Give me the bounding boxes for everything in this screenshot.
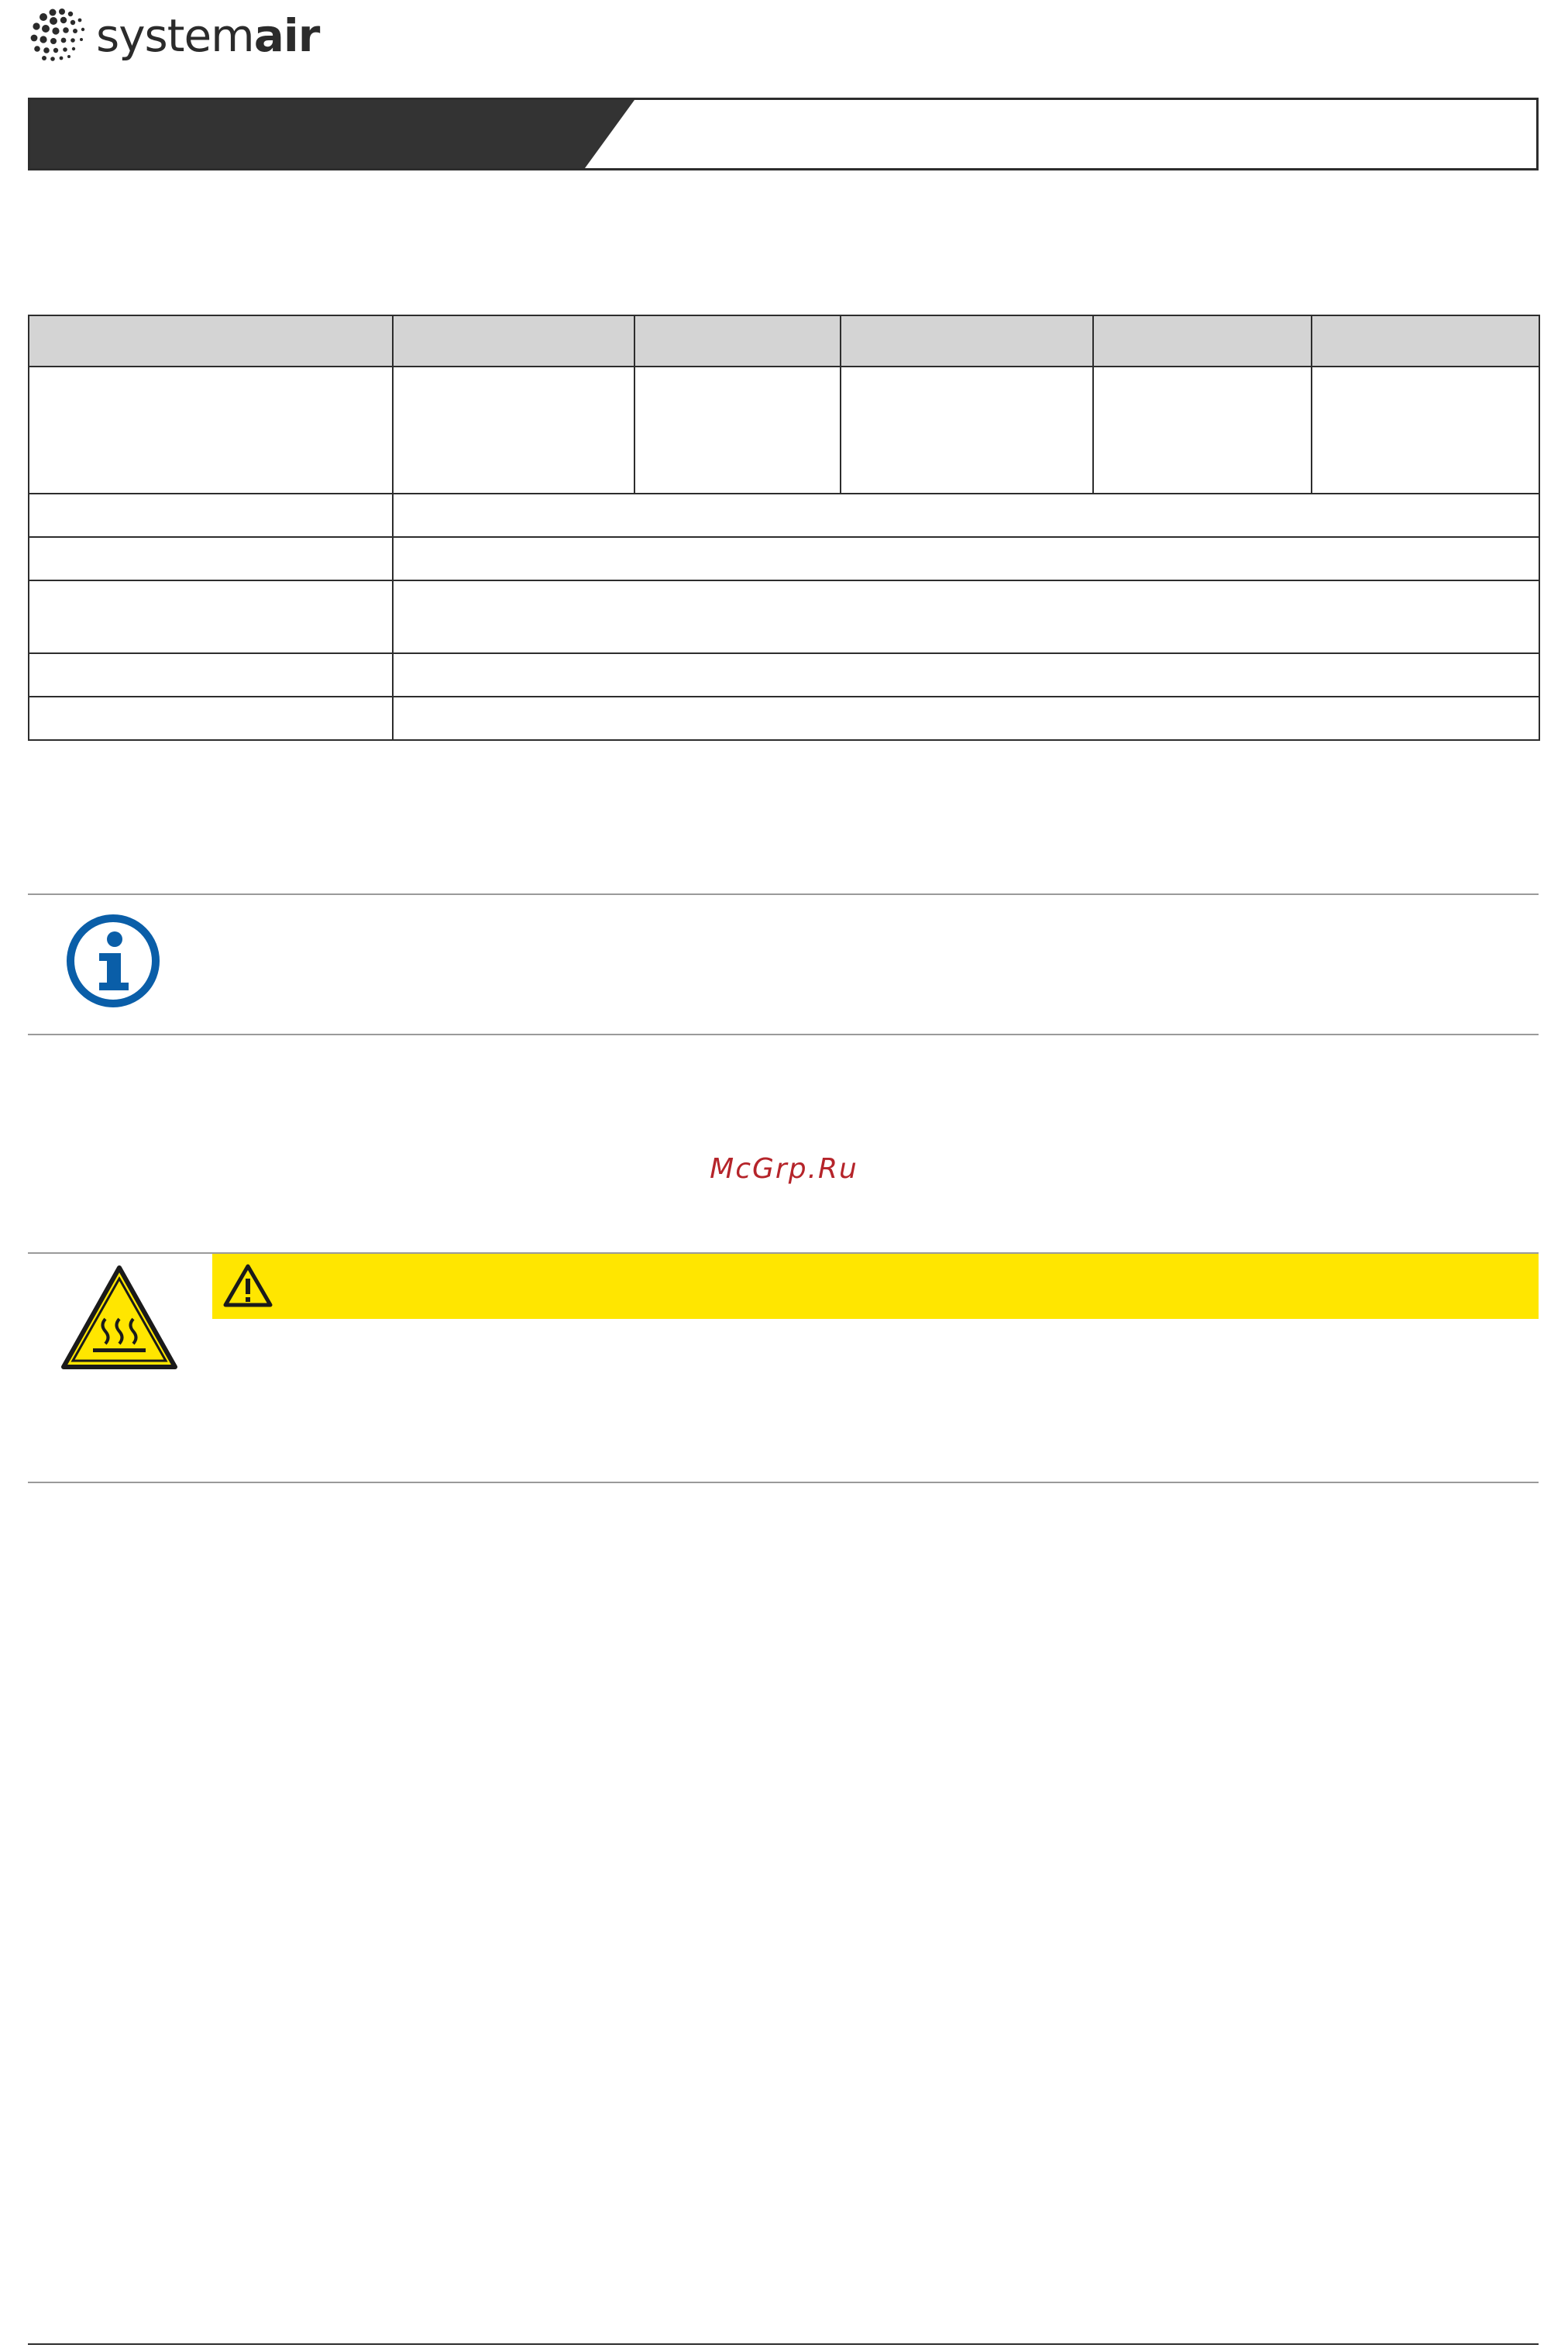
table-header-cell <box>393 315 634 367</box>
table-cell <box>393 537 1539 580</box>
table-row <box>29 697 1539 740</box>
table-header-cell <box>634 315 841 367</box>
table-cell <box>841 367 1093 494</box>
specification-table <box>28 315 1540 741</box>
table-header-cell <box>29 315 393 367</box>
dot-sphere-icon <box>29 6 91 65</box>
hot-surface-warning-icon <box>59 1263 180 1372</box>
caution-triangle-icon <box>223 1263 273 1308</box>
warning-banner <box>212 1254 1539 1319</box>
table-cell <box>29 367 393 494</box>
watermark-text: McGrp.Ru <box>710 1153 858 1185</box>
table-cell <box>29 653 393 697</box>
table-row <box>29 580 1539 653</box>
table-cell <box>393 494 1539 537</box>
table-cell <box>29 494 393 537</box>
table-header-cell <box>841 315 1093 367</box>
table-cell <box>393 367 634 494</box>
info-icon <box>65 913 161 1009</box>
info-notice-top-rule <box>28 893 1539 895</box>
table-header-cell <box>1312 315 1539 367</box>
brand-wordmark: systemair <box>96 9 320 62</box>
table-cell <box>29 580 393 653</box>
footer-rule <box>28 2343 1539 2345</box>
table-header-cell <box>1093 315 1312 367</box>
table-row <box>29 653 1539 697</box>
table-row <box>29 367 1539 494</box>
warning-notice-bottom-rule <box>28 1482 1539 1483</box>
table-cell <box>1312 367 1539 494</box>
table-cell <box>393 697 1539 740</box>
table-cell <box>1093 367 1312 494</box>
brand-logo <box>29 6 339 60</box>
table-cell <box>393 653 1539 697</box>
table-cell <box>393 580 1539 653</box>
info-notice-bottom-rule <box>28 1034 1539 1035</box>
table-row <box>29 537 1539 580</box>
section-header-banner <box>28 98 1539 170</box>
table-cell <box>29 537 393 580</box>
table-header-row <box>29 315 1539 367</box>
table-row <box>29 494 1539 537</box>
table-cell <box>29 697 393 740</box>
table-cell <box>634 367 841 494</box>
